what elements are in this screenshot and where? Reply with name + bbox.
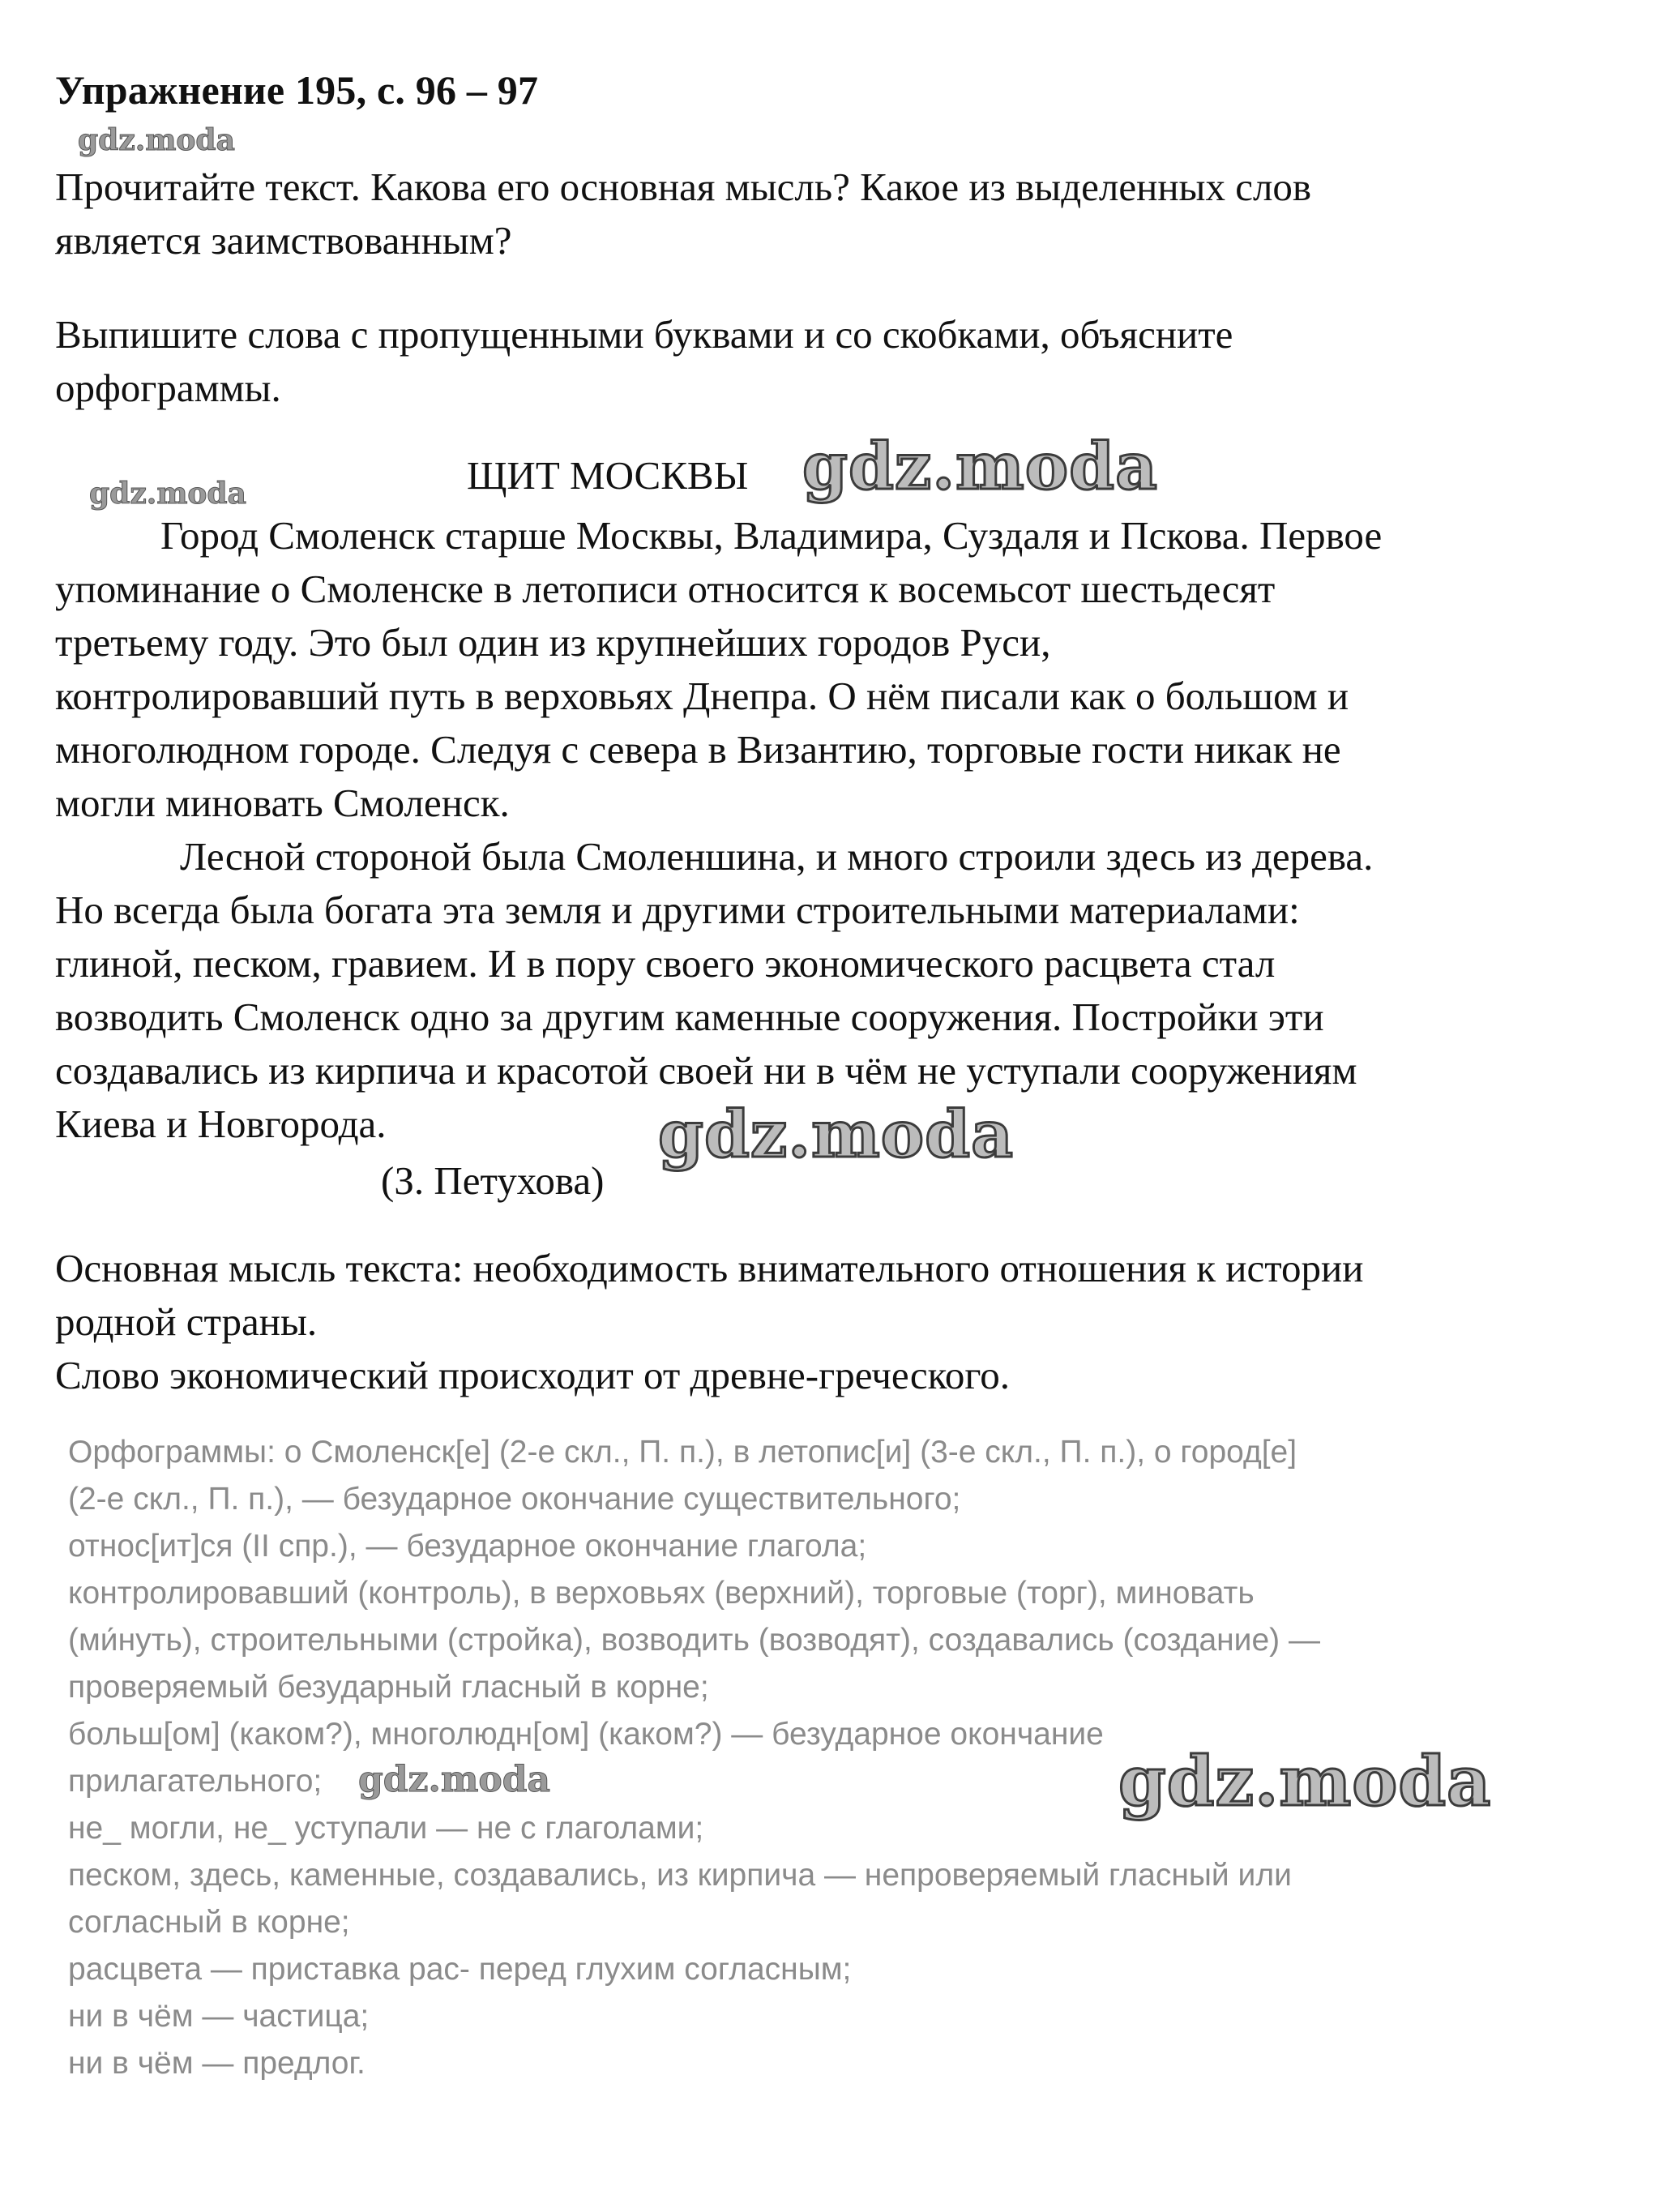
watermark-bottom: gdz.moda (1118, 1741, 1492, 1821)
orthogram-line-5: (ми́нуть), строительными (стройка), возводить (возводят), создавались (создание) — (68, 1623, 1320, 1658)
paragraph2-line-2: Но всегда была богата эта земля и другими строительными материалами: (55, 888, 1300, 932)
text-author: (З. Петухова) (381, 1158, 605, 1203)
watermark-small-bottom: gdz.moda (358, 1759, 551, 1800)
paragraph2-line-1: Лесной стороной была Смоленшина, и много строили здесь из дерева. (180, 834, 1374, 879)
paragraph1-line-5: многолюдном городе. Следуя с севера в Византию, торговые гости никак не (55, 727, 1341, 772)
paragraph1-line-6: могли миновать Смоленск. (55, 781, 510, 825)
task-line-3: Выпишите слова с пропущенными буквами и со скобками, объясните (55, 312, 1233, 357)
orthogram-line-11: согласный в корне; (68, 1905, 350, 1940)
paragraph2-line-6: Киева и Новгорода. (55, 1102, 387, 1146)
watermark-title: gdz.moda (802, 428, 1158, 504)
paragraph1-line-4: контролировавший путь в верховьях Днепра. О нём писали как о большом и (55, 674, 1349, 718)
orthogram-line-9: не_ могли, не_ уступали — не с глаголами; (68, 1811, 704, 1846)
orthogram-line-4: контролировавший (контроль), в верховьях (верхний), торговые (торг), миновать (68, 1576, 1255, 1611)
orthogram-line-8: прилагательного; (68, 1764, 323, 1799)
task-line-4: орфограммы. (55, 366, 281, 410)
exercise-heading: Упражнение 195, с. 96 – 97 (55, 67, 539, 113)
watermark-small-left: gdz.moda (89, 477, 246, 511)
orthogram-line-1: Орфограммы: о Смоленск[е] (2-е скл., П. п.), в летопис[и] (3-е скл., П. п.), о город[е] (68, 1435, 1297, 1470)
task-line-1: Прочитайте текст. Какова его основная мысль? Какое из выделенных слов (55, 165, 1312, 209)
orthogram-line-13: ни в чём — частица; (68, 1999, 370, 2034)
watermark-small-top: gdz.moda (78, 123, 235, 157)
orthogram-line-12: расцвета — приставка рас- перед глухим согласным; (68, 1952, 852, 1987)
paragraph1-line-2: упоминание о Смоленске в летописи относится к восемьсот шестьдесят (55, 567, 1276, 611)
orthogram-line-3: относ[ит]ся (II спр.), — безударное окончание глагола; (68, 1529, 867, 1564)
orthogram-line-6: проверяемый безударный гласный в корне; (68, 1670, 709, 1705)
paragraph1-line-3: третьему году. Это был один из крупнейших городов Руси, (55, 620, 1051, 665)
paragraph2-line-3: глиной, песком, гравием. И в пору своего экономического расцвета стал (55, 941, 1276, 986)
paragraph2-line-5: создавались из кирпича и красотой своей ни в чём не уступали сооружениям (55, 1048, 1357, 1093)
answer-line-1: Основная мысль текста: необходимость внимательного отношения к истории (55, 1246, 1364, 1290)
answer-line-3: Слово экономический происходит от древне-греческого. (55, 1353, 1011, 1397)
orthogram-line-10: песком, здесь, каменные, создавались, из кирпича — непроверяемый гласный или (68, 1858, 1292, 1893)
paragraph1-line-1: Город Смоленск старше Москвы, Владимира, Суздаля и Пскова. Первое (160, 513, 1383, 558)
orthogram-line-7: больш[ом] (каком?), многолюдн[ом] (каком?) — безударное окончание (68, 1717, 1104, 1752)
answer-line-2: родной страны. (55, 1299, 318, 1344)
task-line-2: является заимствованным? (55, 218, 512, 263)
paragraph2-line-4: возводить Смоленск одно за другим каменные сооружения. Постройки эти (55, 995, 1324, 1039)
watermark-middle: gdz.moda (658, 1096, 1014, 1172)
orthogram-line-2: (2-е скл., П. п.), — безударное окончание существительного; (68, 1482, 961, 1517)
text-title: ЩИТ МОСКВЫ (467, 453, 749, 498)
orthogram-line-14: ни в чём — предлог. (68, 2046, 365, 2081)
